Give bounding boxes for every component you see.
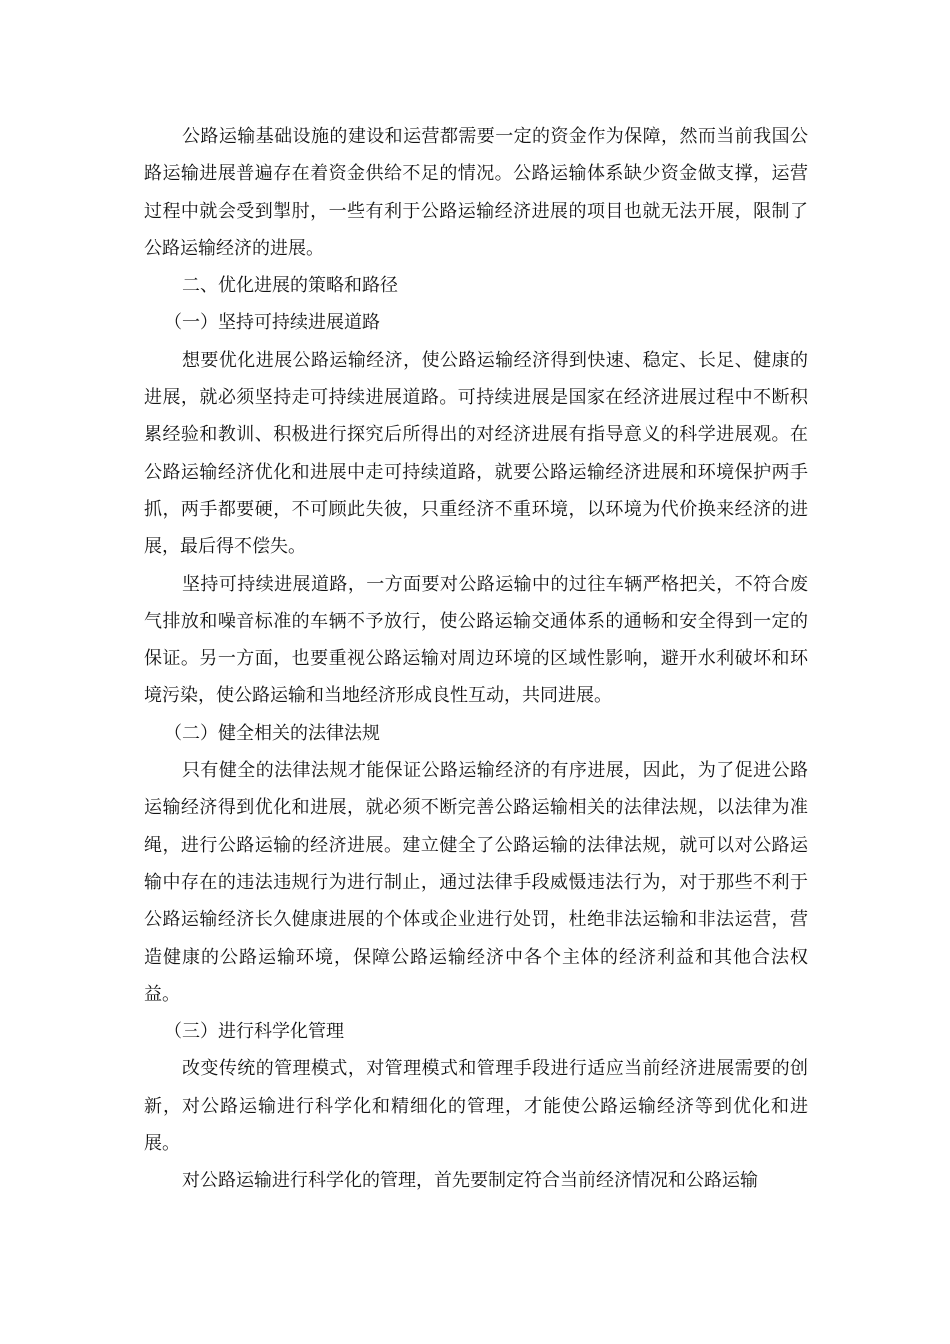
body-paragraph: 坚持可持续进展道路，一方面要对公路运输中的过往车辆严格把关，不符合废气排放和噪音标准的车辆不予放行，使公路运输交通体系的通畅和安全得到一定的保证。另一方面，也要重视公路运输对周边环境的区域性影响，避开水利破坏和环境污染，使公路运输和当地经济形成良性互动，共同进展。	[144, 573, 808, 707]
subsection-heading: （三）进行科学化管理	[164, 1021, 344, 1043]
body-paragraph: 公路运输基础设施的建设和运营都需要一定的资金作为保障，然而当前我国公路运输进展普遍存在着资金供给不足的情况。公路运输体系缺少资金做支撑，运营过程中就会受到掣肘，一些有利于公路运输经济进展的项目也就无法开展，限制了公路运输经济的进展。	[144, 126, 808, 259]
subsection-heading: （二）健全相关的法律法规	[164, 722, 380, 744]
document-body	[144, 118, 808, 1200]
body-paragraph: 只有健全的法律法规才能保证公路运输经济的有序进展，因此，为了促进公路运输经济得到优化和进展，就必须不断完善公路运输相关的法律法规，以法律为准绳，进行公路运输的经济进展。建立健全了公路运输的法律法规，就可以对公路运输中存在的违法违规行为进行制止，通过法律手段威慑违法行为，对于那些不利于公路运输经济长久健康进展的个体或企业进行处罚，杜绝非法运输和非法运营，营造健康的公路运输环境，保障公路运输经济中各个主体的经济利益和其他合法权益。	[144, 760, 808, 1005]
body-paragraph: 改变传统的管理模式，对管理模式和管理手段进行适应当前经济进展需要的创新，对公路运输进行科学化和精细化的管理，才能使公路运输经济等到优化和进展。	[144, 1058, 808, 1155]
subsection-heading: （一）坚持可持续进展道路	[164, 312, 380, 334]
body-paragraph: 想要优化进展公路运输经济，使公路运输经济得到快速、稳定、长足、健康的进展，就必须坚持走可持续进展道路。可持续进展是国家在经济进展过程中不断积累经验和教训、积极进行探究后所得出的对经济进展有指导意义的科学进展观。在公路运输经济优化和进展中走可持续道路，就要公路运输经济进展和环境保护两手抓，两手都要硬，不可顾此失彼，只重经济不重环境，以环境为代价换来经济的进展，最后得不偿失。	[144, 349, 808, 558]
body-paragraph: 对公路运输进行科学化的管理，首先要制定符合当前经济情况和公路运输	[182, 1170, 758, 1192]
section-heading: 二、优化进展的策略和路径	[182, 275, 398, 297]
